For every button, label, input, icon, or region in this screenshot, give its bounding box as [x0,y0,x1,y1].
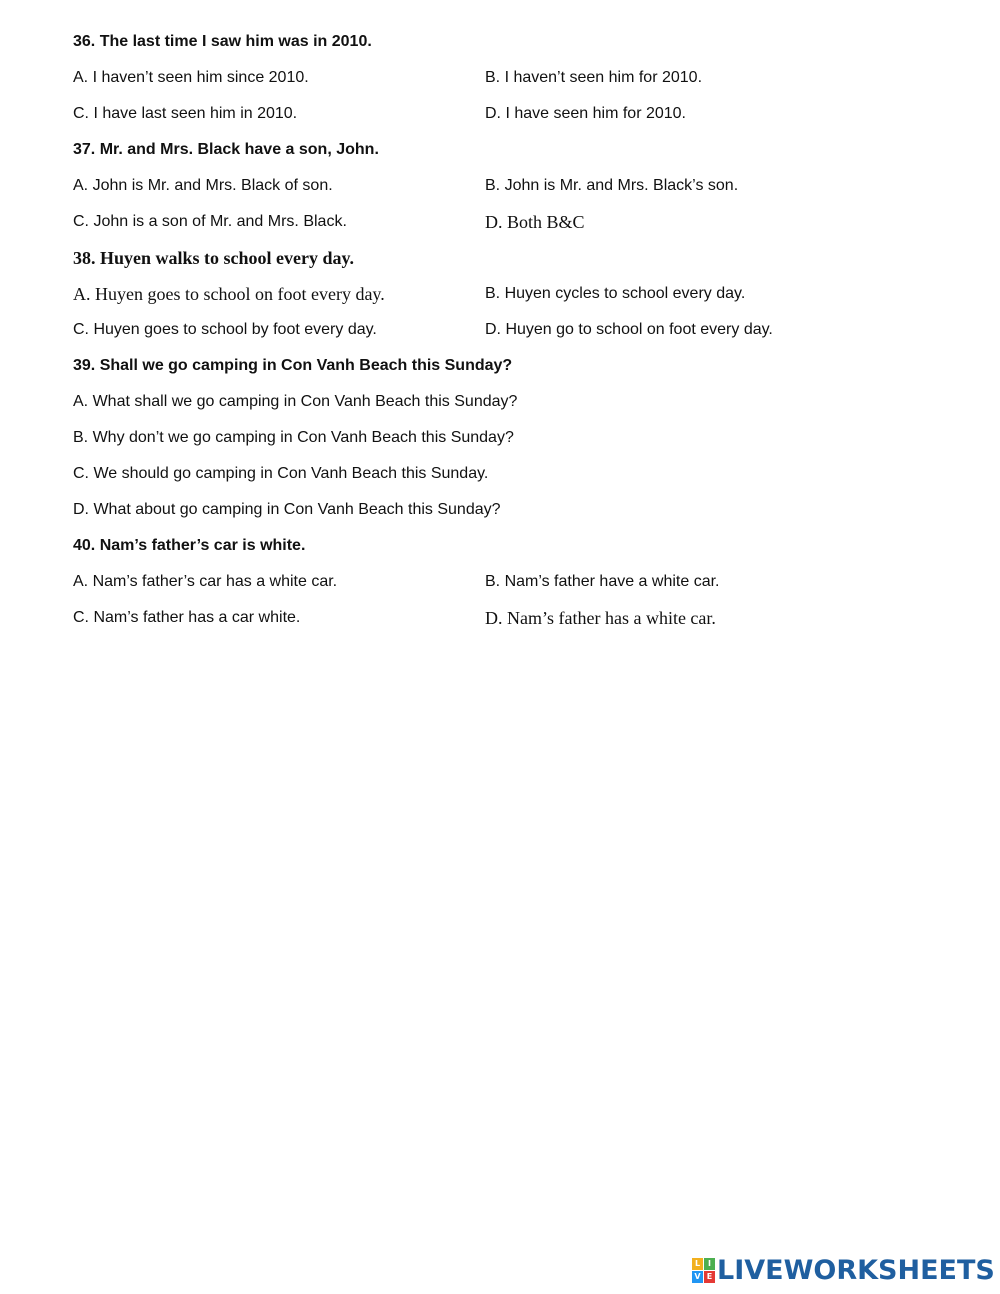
option-37-b: B. John is Mr. and Mrs. Black’s son. [485,177,739,194]
option-38-d: D. Huyen go to school on foot every day. [485,321,773,338]
question-36-options-row-1 [73,66,953,102]
question-39-prompt: 39. Shall we go camping in Con Vanh Beach this Sunday? [73,357,513,374]
option-38-c: C. Huyen goes to school by foot every day. [73,321,377,338]
logo-icon-letter-e: E [704,1271,715,1283]
question-40-prompt: 40. Nam’s father’s car is white. [73,537,306,554]
option-38-a: A. Huyen goes to school on foot every day. [73,284,385,304]
question-38-options-row-1 [73,282,953,318]
question-40-options-row-1 [73,570,953,606]
question-37-options-row-1 [73,174,953,210]
option-36-a: A. I haven’t seen him since 2010. [73,69,309,86]
option-39-a: A. What shall we go camping in Con Vanh Beach this Sunday? [73,393,518,410]
liveworksheets-logo-text: LIVEWORKSHEETS [717,1254,995,1286]
worksheet-page [73,30,953,642]
question-40-options-row-2 [73,606,953,642]
option-36-b: B. I haven’t seen him for 2010. [485,69,703,86]
option-36-d: D. I have seen him for 2010. [485,105,686,122]
option-40-b: B. Nam’s father have a white car. [485,573,720,590]
question-38-options-row-2 [73,318,953,354]
question-37-prompt: 37. Mr. and Mrs. Black have a son, John. [73,141,379,158]
logo-icon-letter-v: V [692,1271,703,1283]
option-39-c: C. We should go camping in Con Vanh Beach this Sunday. [73,465,489,482]
question-36-prompt: 36. The last time I saw him was in 2010. [73,33,372,50]
question-37-options-row-2 [73,210,953,246]
option-38-b: B. Huyen cycles to school every day. [485,285,746,302]
option-40-a: A. Nam’s father’s car has a white car. [73,573,338,590]
option-37-c: C. John is a son of Mr. and Mrs. Black. [73,213,347,230]
question-38-prompt: 38. Huyen walks to school every day. [73,248,355,268]
option-39-b: B. Why don’t we go camping in Con Vanh Beach this Sunday? [73,429,514,446]
option-37-a: A. John is Mr. and Mrs. Black of son. [73,177,333,194]
logo-icon-letter-i: I [704,1258,715,1270]
logo-icon-letter-l: L [692,1258,703,1270]
option-40-d: D. Nam’s father has a white car. [485,608,716,628]
question-36-options-row-2 [73,102,953,138]
option-39-d: D. What about go camping in Con Vanh Beach this Sunday? [73,501,501,518]
option-36-c: C. I have last seen him in 2010. [73,105,298,122]
liveworksheets-logo-icon [692,1258,714,1282]
option-40-c: C. Nam’s father has a car white. [73,609,301,626]
option-37-d: D. Both B&C [485,212,585,232]
liveworksheets-logo [692,1254,995,1286]
